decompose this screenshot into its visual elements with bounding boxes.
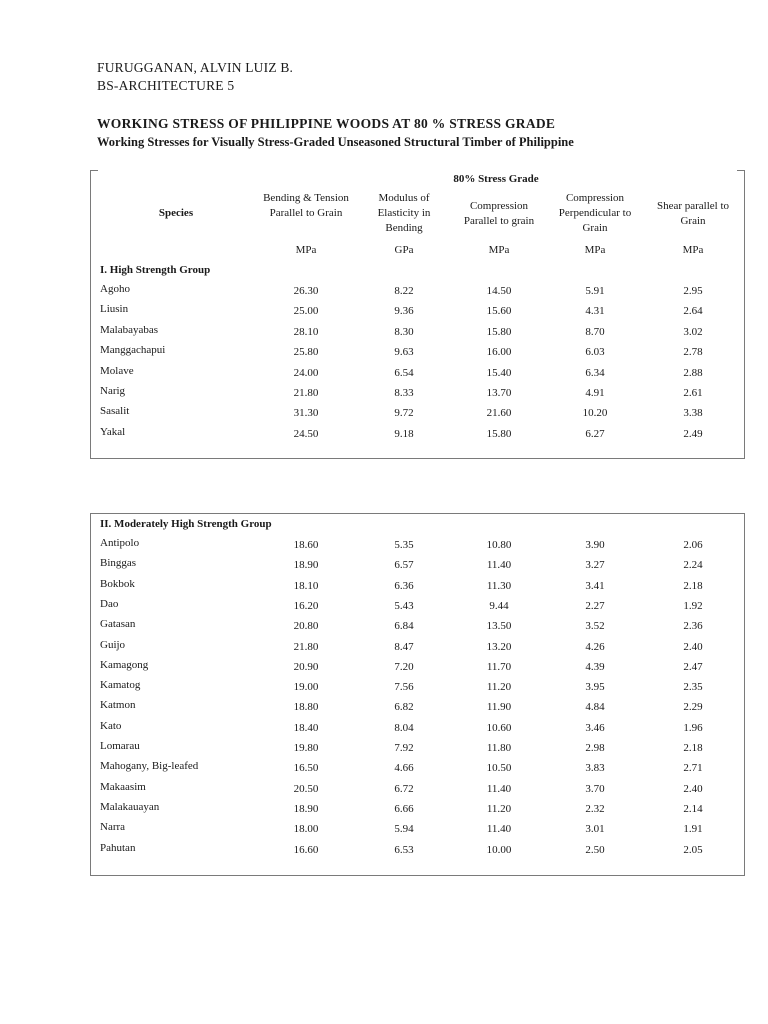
shear-cell: 1.96 [683,721,703,734]
compression-parallel-cell: 9.44 [489,599,509,612]
bending-cell: 25.80 [293,346,319,359]
unit-compression-perpendicular: MPa [584,244,606,256]
species-cell: Binggas [100,557,137,570]
shear-cell: 2.95 [683,285,703,297]
compression-perpendicular-cell: 4.84 [585,701,605,714]
modulus-cell: 7.56 [394,681,414,694]
table-part-1 [90,170,745,459]
modulus-cell: 6.82 [394,701,414,714]
compression-parallel-cell: 11.20 [486,681,512,694]
table-row [91,720,744,740]
compression-perpendicular-cell: 6.27 [585,427,605,440]
bending-cell: 24.50 [293,427,319,440]
compression-perpendicular-cell: 6.34 [585,366,605,379]
compression-perpendicular-cell: 10.20 [582,407,608,420]
species-cell: Kamagong [100,658,149,671]
group-heading-high-strength: I. High Strength Group [100,264,211,276]
bending-cell: 19.00 [293,681,319,694]
modulus-cell: 8.33 [394,387,414,399]
compression-parallel-cell: 11.20 [486,802,512,815]
bending-cell: 20.90 [293,660,319,673]
compression-perpendicular-cell: 4.31 [585,305,605,318]
modulus-cell: 6.72 [394,782,414,795]
shear-cell: 2.49 [683,427,703,440]
compression-parallel-cell: 11.70 [486,660,512,673]
compression-parallel-cell: 16.00 [486,346,512,359]
compression-perpendicular-cell: 4.39 [585,660,605,673]
compression-perpendicular-cell: 3.90 [585,539,605,551]
species-cell: Sasalit [100,405,130,418]
species-cell: Mahogany, Big-leafed [100,760,199,773]
bending-cell: 26.30 [293,285,319,297]
bending-cell: 21.80 [293,640,319,653]
species-cell: Bokbok [100,577,135,590]
modulus-cell: 9.36 [394,305,414,318]
bending-cell: 18.90 [293,559,319,572]
shear-cell: 2.18 [683,579,703,592]
shear-cell: 2.36 [683,620,703,633]
col-header-shear: Shear parallel to Grain [656,200,730,227]
compression-parallel-cell: 21.60 [486,407,512,420]
modulus-cell: 5.43 [394,599,414,612]
table-row [91,537,744,557]
modulus-cell: 5.94 [394,823,414,836]
modulus-cell: 8.47 [394,640,414,653]
shear-cell: 2.47 [683,660,703,673]
bending-cell: 18.80 [293,701,319,714]
shear-cell: 2.64 [683,305,703,318]
modulus-cell: 7.20 [394,660,414,673]
compression-parallel-cell: 13.20 [486,640,512,653]
shear-cell: 2.71 [683,762,703,775]
table-row [91,639,744,659]
species-header: Species [158,207,194,219]
compression-parallel-cell: 13.70 [486,387,512,399]
shear-cell: 2.88 [683,366,703,379]
table-row [91,740,744,760]
compression-perpendicular-cell: 3.95 [585,681,605,694]
table-row [91,385,744,405]
compression-parallel-cell: 10.80 [486,539,512,551]
compression-perpendicular-cell: 4.26 [585,640,605,653]
bending-cell: 16.60 [293,843,319,856]
compression-perpendicular-cell: 3.70 [585,782,605,795]
compression-perpendicular-cell: 2.98 [585,742,605,754]
bending-cell: 20.50 [293,782,319,795]
bending-cell: 18.60 [293,539,319,551]
compression-perpendicular-cell: 3.83 [585,762,605,775]
table-row [91,578,744,598]
shear-cell: 3.38 [683,407,703,420]
compression-parallel-cell: 11.40 [486,559,512,572]
table-row [91,598,744,618]
unit-modulus: GPa [394,244,414,256]
compression-parallel-cell: 14.50 [486,285,512,297]
group-heading-moderately-high-strength: II. Moderately High Strength Group [100,518,272,530]
compression-perpendicular-cell: 3.27 [585,559,605,572]
species-cell: Narra [100,821,126,834]
species-cell: Liusin [100,303,129,316]
bending-cell: 31.30 [293,407,319,420]
modulus-cell: 8.30 [394,325,414,338]
table-row [91,699,744,719]
table-row [91,344,744,364]
table-row [91,324,744,344]
species-cell: Makaasim [100,780,146,793]
species-cell: Molave [100,364,134,377]
compression-perpendicular-cell: 2.27 [585,599,605,612]
modulus-cell: 9.63 [394,346,414,359]
bending-cell: 24.00 [293,366,319,379]
shear-cell: 1.92 [683,599,703,612]
shear-cell: 3.02 [683,325,703,338]
table-row [91,618,744,638]
compression-perpendicular-cell: 3.52 [585,620,605,633]
table-row [91,842,744,862]
species-cell: Gatasan [100,618,136,631]
bending-cell: 18.00 [293,823,319,836]
table-row [91,557,744,577]
species-cell: Malakauayan [100,800,160,813]
shear-cell: 2.06 [683,539,703,551]
shear-cell: 2.24 [683,559,703,572]
compression-parallel-cell: 15.80 [486,427,512,440]
species-cell: Lomarau [100,740,140,752]
shear-cell: 2.61 [683,387,703,399]
modulus-cell: 6.57 [394,559,414,572]
col-header-bending: Bending & Tension Parallel to Grain [263,192,349,219]
shear-cell: 2.05 [683,843,703,856]
shear-cell: 2.40 [683,782,703,795]
unit-compression-parallel: MPa [488,244,510,256]
compression-perpendicular-cell: 5.91 [585,285,605,297]
document-title: WORKING STRESS OF PHILIPPINE WOODS AT 80 % STRESS GRADE [97,116,556,131]
table-row [91,781,744,801]
course-label: BS-ARCHITECTURE 5 [97,78,235,93]
modulus-cell: 4.66 [394,762,414,775]
modulus-cell: 8.22 [394,285,414,297]
compression-parallel-cell: 11.40 [486,823,512,836]
species-cell: Katmon [100,699,136,712]
table-part-2 [90,513,745,876]
table-row [91,405,744,425]
species-cell: Malabayabas [100,323,159,336]
species-cell: Kato [100,719,122,732]
bending-cell: 18.90 [293,802,319,815]
compression-parallel-cell: 10.00 [486,843,512,856]
table-row [91,659,744,679]
table-row [91,821,744,841]
modulus-cell: 6.54 [394,366,414,379]
modulus-cell: 6.66 [394,802,414,815]
table-row [91,679,744,699]
compression-parallel-cell: 11.80 [486,742,512,754]
table-row [91,760,744,780]
compression-parallel-cell: 11.40 [486,782,512,795]
compression-perpendicular-cell: 6.03 [585,346,605,359]
species-cell: Dao [100,597,119,610]
bending-cell: 21.80 [293,387,319,399]
compression-parallel-cell: 15.60 [486,305,512,318]
table-row [91,426,744,446]
bending-cell: 20.80 [293,620,319,633]
stress-grade-header: 80% Stress Grade [453,173,539,185]
col-header-compression-perpendicular: Compression Perpendicular to Grain [558,192,632,234]
modulus-cell: 5.35 [394,539,414,551]
bending-cell: 16.20 [293,599,319,612]
unit-shear: MPa [682,244,704,256]
species-cell: Agoho [100,283,130,295]
compression-perpendicular-cell: 8.70 [585,325,605,338]
shear-cell: 2.14 [683,802,703,815]
compression-perpendicular-cell: 3.41 [585,579,605,592]
table-row [91,365,744,385]
modulus-cell: 6.36 [394,579,414,592]
bending-cell: 28.10 [293,325,319,338]
species-cell: Kamatog [100,679,141,692]
modulus-cell: 8.04 [394,721,414,734]
shear-cell: 2.29 [683,701,703,714]
table-row [91,801,744,821]
species-cell: Guijo [100,638,126,651]
modulus-cell: 6.84 [394,620,414,633]
col-header-modulus: Modulus of Elasticity in Bending [377,192,431,234]
shear-cell: 2.35 [683,681,703,694]
compression-parallel-cell: 10.50 [486,762,512,775]
col-header-compression-parallel: Compression Parallel to grain [463,200,535,227]
modulus-cell: 6.53 [394,843,414,856]
compression-perpendicular-cell: 2.50 [585,843,605,856]
compression-parallel-cell: 11.90 [486,701,512,714]
compression-perpendicular-cell: 3.46 [585,721,605,734]
compression-parallel-cell: 11.30 [486,579,512,592]
table-row [91,303,744,323]
bending-cell: 18.10 [293,579,319,592]
species-cell: Pahutan [100,841,136,854]
modulus-cell: 9.18 [394,427,414,440]
bending-cell: 19.80 [293,742,319,754]
compression-parallel-cell: 15.40 [486,366,512,379]
document-subtitle: Working Stresses for Visually Stress-Graded Unseasoned Structural Timber of Philippine [97,135,574,149]
shear-cell: 1.91 [683,823,703,836]
species-cell: Manggachapui [100,344,166,357]
unit-bending: MPa [295,244,317,256]
compression-perpendicular-cell: 4.91 [585,387,605,399]
shear-cell: 2.40 [683,640,703,653]
bending-cell: 25.00 [293,305,319,318]
modulus-cell: 9.72 [394,407,414,420]
species-cell: Yakal [100,425,126,438]
author-name: FURUGGANAN, ALVIN LUIZ B. [97,60,294,75]
shear-cell: 2.78 [683,346,703,359]
shear-cell: 2.18 [683,742,703,754]
table-row [91,283,744,303]
compression-parallel-cell: 15.80 [486,325,512,338]
bending-cell: 18.40 [293,721,319,734]
compression-parallel-cell: 10.60 [486,721,512,734]
species-cell: Antipolo [100,537,140,549]
compression-perpendicular-cell: 2.32 [585,802,605,815]
compression-parallel-cell: 13.50 [486,620,512,633]
bending-cell: 16.50 [293,762,319,775]
compression-perpendicular-cell: 3.01 [585,823,605,836]
species-cell: Narig [100,385,126,397]
modulus-cell: 7.92 [394,742,414,754]
